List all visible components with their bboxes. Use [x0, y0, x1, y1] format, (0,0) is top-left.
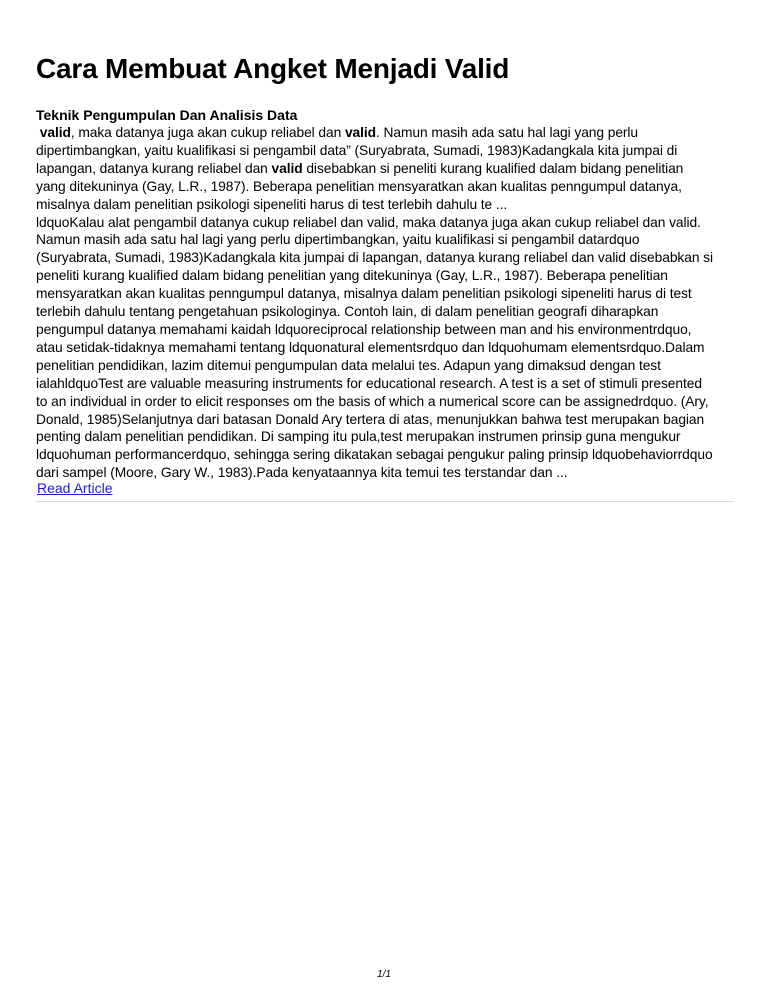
snippet-text: lapangan, datanya kurang reliabel dan [36, 160, 272, 176]
article-subtitle: Teknik Pengumpulan Dan Analisis Data [36, 107, 298, 123]
read-article-link[interactable]: Read Article [37, 480, 113, 496]
paragraph-line: Donald, 1985)Selanjutnya dari batasan Donald Ary tertera di atas, menunjukkan bahwa test merupakan bagian [36, 411, 705, 427]
paragraph-line: penelitian pendidikan, lazim ditemui pengumpulan data melalui tes. Adapun yang dimaksud dengan test [36, 357, 661, 373]
page-number: 1/1 [377, 969, 391, 980]
paragraph-line: dari sampel (Moore, Gary W., 1983).Pada kenyataannya kita temui tes terstandar dan ... [36, 465, 568, 481]
snippet-line [36, 160, 736, 178]
keyword-highlight: valid [271, 160, 303, 176]
paragraph-line: penting dalam penelitian pendidikan. Di samping itu pula,test merupakan instrumen prinsip guna mengukur [36, 429, 681, 445]
paragraph-line: (Suryabrata, Sumadi, 1983)Kadangkala kita jumpai di lapangan, datanya kurang reliabel dan valid disebabkan si [36, 250, 713, 266]
paragraph-line: mensyaratkan akan kualitas penngumpul datanya, misalnya dalam penelitian psikologi sipeneliti harus di test [36, 286, 692, 302]
paragraph-line: Namun masih ada satu hal lagi yang perlu dipertimbangkan, yaitu kualifikasi si pengambil datardquo [36, 232, 640, 248]
snippet-line: misalnya dalam penelitian psikologi sipeneliti harus di test terlebih dahulu te ... [36, 196, 508, 212]
snippet-line: yang ditekuninya (Gay, L.R., 1987). Beberapa penelitian mensyaratkan akan kualitas penngumpul datanya, [36, 178, 682, 194]
keyword-highlight: valid [344, 125, 376, 140]
snippet-text: . Namun masih ada satu hal lagi yang perlu [376, 125, 639, 140]
snippet-line [36, 124, 736, 142]
paragraph-line: ldquohuman performancerdquo, sehingga sering dikatakan sebagai pengukur paling prinsip ldquobehaviorrdquo [36, 447, 713, 463]
article-body [36, 124, 736, 482]
paragraph-line: terlebih dahulu tentang pengetahuan psikologinya. Contoh lain, di dalam penelitian geografi diharapkan [36, 304, 659, 320]
paragraph-line: peneliti kurang kualified dalam bidang penelitian yang ditekuninya (Gay, L.R., 1987). Beberapa penelitian [36, 268, 668, 284]
paragraph-line: atau setidak-tidaknya memahami tentang ldquonatural elementsrdquo dan ldquohumam elementsrdquo.Dalam [36, 339, 705, 355]
section-divider [36, 501, 734, 502]
paragraph-line: to an individual in order to elicit responses om the basis of which a numerical score can be assignedrdquo. (Ary, [36, 393, 709, 409]
snippet-text: disebabkan si peneliti kurang kualified dalam bidang penelitian [302, 160, 684, 176]
paragraph-line: ldquoKalau alat pengambil datanya cukup reliabel dan valid, maka datanya juga akan cukup reliabel dan valid. [36, 214, 701, 230]
page-title: Cara Membuat Angket Menjadi Valid [36, 53, 510, 84]
keyword-highlight: valid [39, 125, 71, 140]
paragraph-line: pengumpul datanya memahami kaidah ldquoreciprocal relationship between man and his environmentrdquo, [36, 321, 692, 337]
paragraph-line: ialahldquoTest are valuable measuring instruments for educational research. A test is a set of stimuli presented [36, 375, 702, 391]
snippet-text: , maka datanya juga akan cukup reliabel dan [70, 125, 345, 140]
snippet-line: dipertimbangkan, yaitu kualifikasi si pengambil data” (Suryabrata, Sumadi, 1983)Kadangkala kita jumpai di [36, 142, 678, 158]
